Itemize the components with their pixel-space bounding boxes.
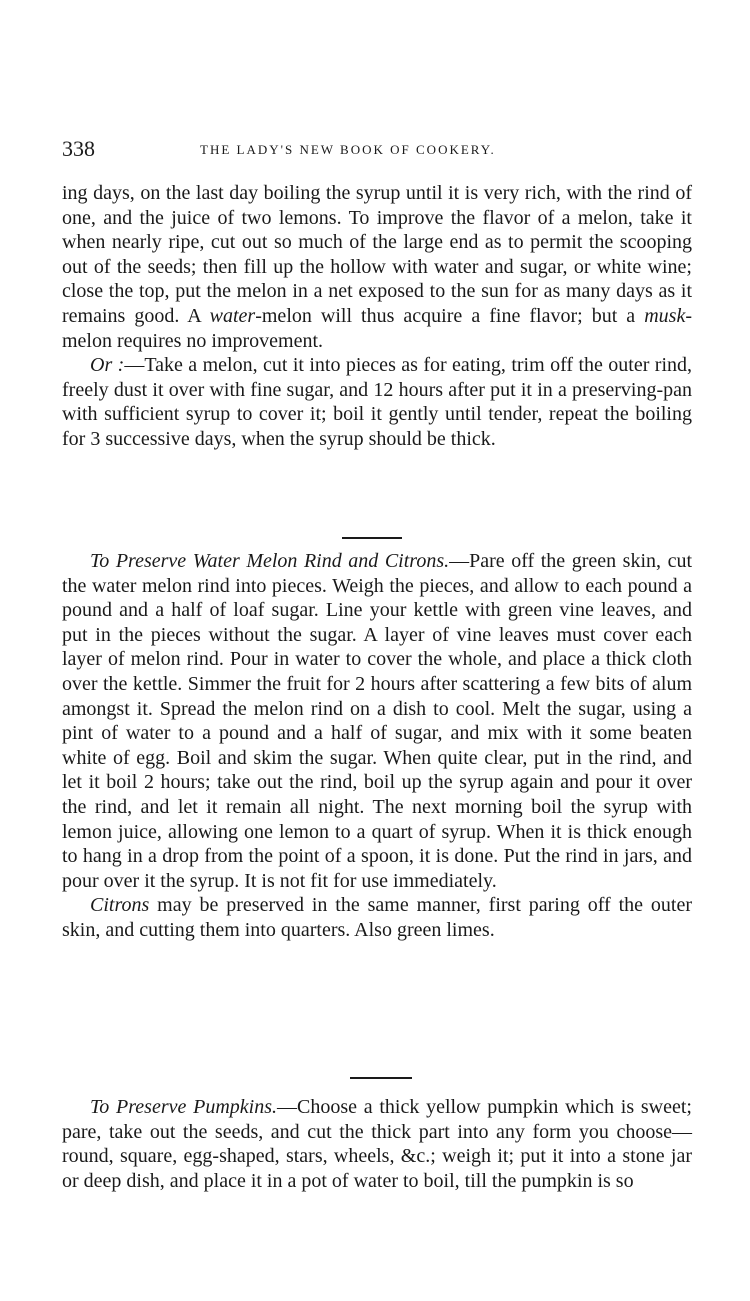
citrons-paragraph xyxy=(62,893,692,942)
water-melon-paragraph xyxy=(62,549,692,893)
section-divider xyxy=(350,1077,412,1079)
melon-section xyxy=(62,181,692,452)
or-paragraph xyxy=(62,353,692,451)
citrons-text: may be preserved in the same manner, first paring off the outer skin, and cutting them into quarters. Also green limes. xyxy=(62,894,692,941)
citrons-lead: Citrons xyxy=(90,894,150,917)
melon-text-b: -melon will thus acquire a fine flavor; but a xyxy=(255,304,645,327)
page-number: 338 xyxy=(62,136,95,161)
musk-italic: musk xyxy=(644,304,686,327)
recipe-text: —Pare off the green skin, cut the water melon rind into pieces. Weigh the pieces, and allow to each pound a pound and a half of loaf sugar. Line your kettle with green vine leaves, and put in the pieces without the sugar. A layer of vine leaves must cover each layer of melon rind. Pour in water to cover the whole, and place a thick cloth over the kettle. Simmer the fruit for 2 hours after scattering a few bits of alum amongst it. Spread the melon rind on a dish to cool. Melt the sugar, using a pint of water to a pound and a half of sugar, and mix with it some beaten white of egg. Boil and skim the sugar. When quite clear, put in the rind, and let it boil 2 hours; take out the rind, boil up the syrup again and pour it over the rind, and let it remain all night. The next morning boil the syrup with lemon juice, allowing one lemon to a quart of syrup. When it is thick enough to hang in a drop from the point of a spoon, it is done. Put the rind in jars, and pour over it the syrup. It is not fit for use immediately. xyxy=(62,550,692,892)
water-italic: water xyxy=(209,304,256,327)
recipe-text: —Choose a thick yellow pumpkin which is sweet; pare, take out the seeds, and cut the thick part into any form you choose—round, square, egg-shaped, stars, wheels, &c.; weigh it; put it into a stone jar or deep dish, and place it in a pot of water to boil, till the pumpkin is so xyxy=(62,1096,692,1192)
melon-paragraph xyxy=(62,181,692,353)
or-lead: Or : xyxy=(90,354,125,377)
water-melon-section xyxy=(62,549,692,943)
running-title: THE LADY'S NEW BOOK OF COOKERY. xyxy=(200,142,496,157)
melon-text-c: -melon requires no improvement. xyxy=(62,304,692,352)
recipe-title: To Preserve Pumpkins. xyxy=(90,1096,277,1118)
section-divider xyxy=(342,537,402,539)
recipe-title: To Preserve Water Melon Rind and Citrons. xyxy=(90,550,450,572)
pumpkin-section xyxy=(62,1095,692,1193)
or-text: —Take a melon, cut it into pieces as for eating, trim off the outer rind, freely dust it over with fine sugar, and 12 hours after put it in a preserving-pan with sufficient syrup to cover it; boil it gently until tender, repeat the boiling for 3 successive days, when the syrup should be thick. xyxy=(62,354,693,450)
pumpkin-paragraph xyxy=(62,1095,692,1193)
page-header xyxy=(62,136,692,160)
melon-text: ing days, on the last day boiling the syrup until it is very rich, with the rind of one, and the juice of two lemons. To improve the flavor of a melon, take it when nearly ripe, cut out so much of the large end as to permit the scooping out of the seeds; then fill up the hollow with water and sugar, or white wine; close the top, put the melon in a net exposed to the sun for as many days as it remains good. A xyxy=(62,182,692,327)
